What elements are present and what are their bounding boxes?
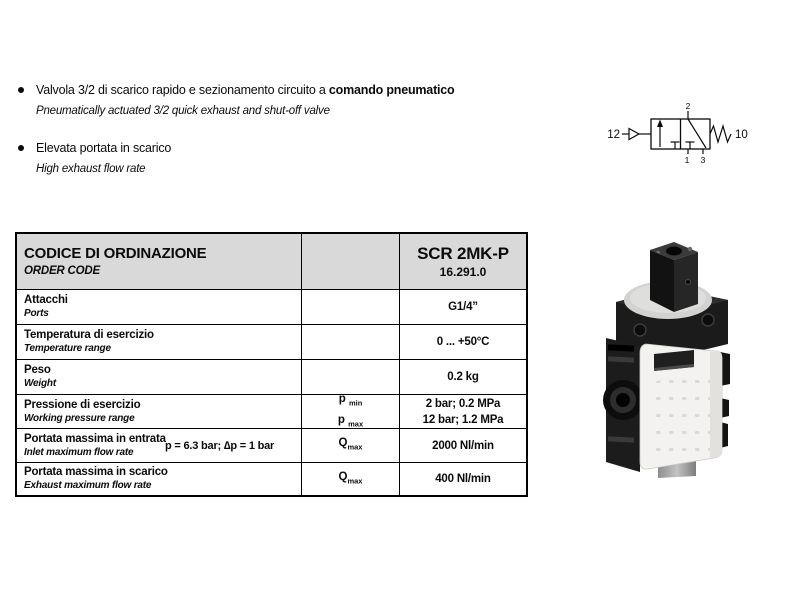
feature-text-it: [36, 141, 556, 155]
table-row-inlet-flow: [17, 428, 526, 462]
header-code-cell: [400, 234, 526, 289]
feature-item: [18, 83, 556, 118]
row-label-en: Working pressure range: [24, 412, 135, 424]
row-label-it: Pressione di esercizio: [24, 398, 141, 411]
feature-text-it-regular: Elevata portata in scarico: [36, 141, 172, 155]
order-code-title: CODICE DI ORDINAZIONE: [24, 245, 207, 262]
pilot-port-hole: [666, 247, 682, 256]
feature-text-en: Pneumatically actuated 3/2 quick exhaust and shut-off valve: [36, 105, 330, 117]
spring-icon: [710, 126, 731, 142]
row-label-it: Peso: [24, 364, 51, 376]
table-row-exhaust-flow: [17, 462, 526, 495]
table-row-weight: [17, 359, 526, 394]
row-label-it: Portata massima in scarico: [24, 466, 168, 478]
feature-text-it: [36, 83, 556, 97]
feature-item: [18, 141, 556, 176]
bullet-icon: [18, 87, 24, 93]
row-label-en: Weight: [24, 378, 56, 389]
pilot-actuator-icon: [629, 129, 639, 140]
quantity-symbol: p $_{max}$: [337, 413, 364, 428]
row-value: 0 ... +50°C: [436, 336, 490, 348]
feature-text-it-regular: Valvola 3/2 di scarico rapido e sezionamento circuito a: [36, 83, 329, 97]
row-value: 2 bar; 0.2 MPa: [425, 397, 501, 410]
port-1-label: 1: [684, 155, 690, 165]
side-port-inner: [616, 393, 630, 407]
table-row-pressure: [17, 394, 526, 428]
row-label-en: Inlet maximum flow rate: [24, 446, 134, 458]
header-title-cell: [17, 234, 302, 289]
table-row-ports: [17, 289, 526, 324]
row-label-en: Ports: [24, 308, 49, 319]
screw-icon: [702, 314, 714, 326]
flow-arrowhead-icon: [657, 120, 663, 128]
pneumatic-circuit-symbol: [598, 101, 763, 169]
product-code: SCR 2MK-P: [417, 243, 509, 263]
order-code-subtitle: ORDER CODE: [24, 265, 100, 277]
body-shading: [710, 351, 722, 459]
row-label-en: Exhaust maximum flow rate: [24, 480, 152, 491]
exhaust-path-line: [688, 119, 706, 148]
quantity-symbol: $Q_{max}$: [338, 437, 363, 452]
pilot-port-label: 12: [607, 129, 620, 141]
table-row-temperature: [17, 324, 526, 359]
row-value: 400 Nl/min: [435, 473, 491, 485]
row-label-it: Temperatura di esercizio: [24, 329, 154, 341]
row-label-it: Attacchi: [24, 294, 68, 306]
quantity-symbol: $Q_{max}$: [338, 470, 363, 486]
row-condition: p = 6.3 bar; ∆p = 1 bar: [165, 439, 275, 452]
spring-label: 10: [735, 129, 748, 141]
port-2-label: 2: [685, 101, 691, 111]
row-value: 0.2 kg: [447, 371, 479, 383]
row-label-it: Portata massima in entrata: [24, 432, 166, 445]
spec-table: [15, 232, 528, 497]
screw-icon: [634, 324, 646, 336]
bullet-icon: [18, 145, 24, 151]
feature-text-en: High exhaust flow rate: [36, 163, 146, 175]
header-symbol-cell: [302, 234, 400, 289]
table-header-row: [17, 234, 526, 289]
port-3-label: 3: [700, 155, 706, 165]
row-value: G1/4”: [448, 301, 478, 313]
screw-icon: [688, 247, 692, 251]
feature-text-it-bold: comando pneumatico: [328, 83, 455, 97]
body-texture: [650, 372, 718, 464]
product-code-number: 16.291.0: [439, 264, 487, 279]
product-photo: [602, 240, 742, 480]
row-label-en: Temperature range: [24, 343, 111, 354]
screw-icon: [686, 280, 691, 285]
row-value: 2000 Nl/min: [432, 439, 494, 452]
quantity-symbol: p $_{min}$: [338, 393, 363, 408]
row-value: 12 bar; 1.2 MPa: [422, 413, 504, 426]
